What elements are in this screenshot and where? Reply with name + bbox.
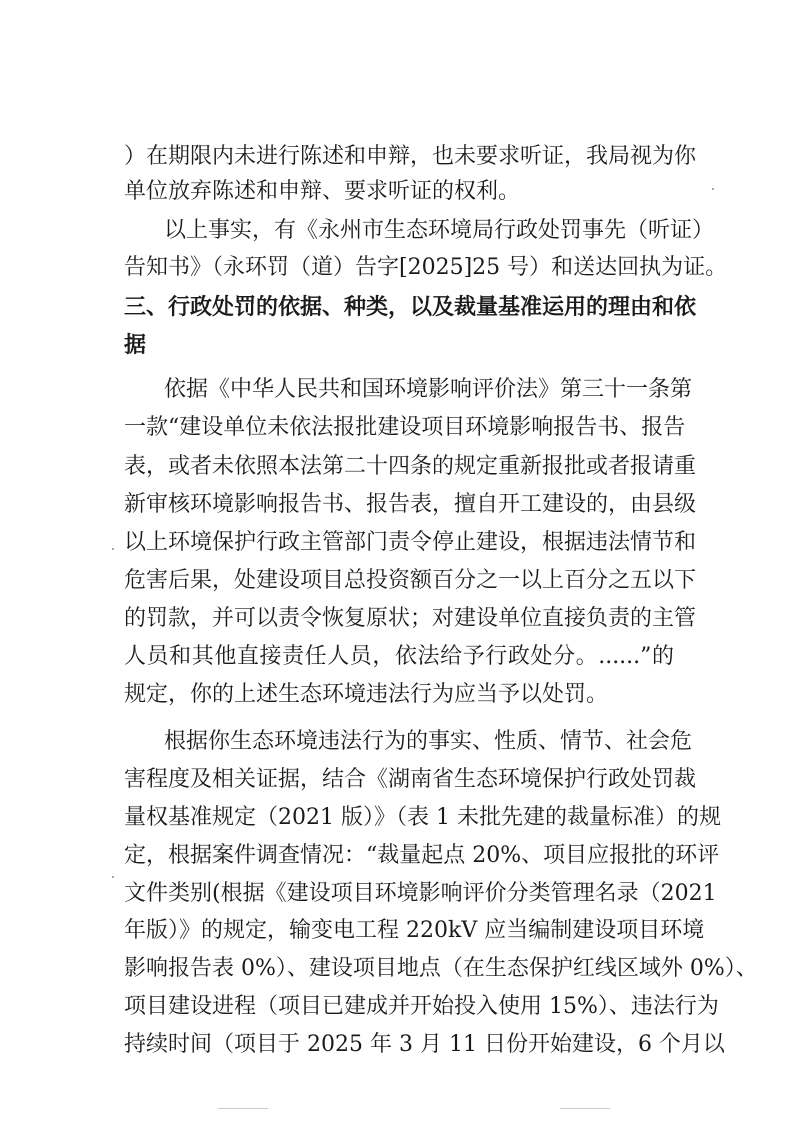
text-line: 年版）》的规定，输变电工程 220kV 应当编制建设项目环境 xyxy=(124,918,705,943)
scan-speck xyxy=(112,548,114,550)
scan-mark xyxy=(560,1108,610,1109)
scan-mark xyxy=(218,1108,268,1109)
text-line: 文件类别(根据《建设项目环境影响评价分类管理名录（2021 xyxy=(124,881,717,906)
text-line: 以上环境保护行政主管部门责令停止建设，根据违法情节和 xyxy=(124,530,697,555)
text-line: 表，或者未依照本法第二十四条的规定重新报批或者报请重 xyxy=(124,454,697,479)
text-line: 害程度及相关证据，结合《湖南省生态环境保护行政处罚裁 xyxy=(124,767,697,792)
text-line: 人员和其他直接责任人员，依法给予行政处分。......”的 xyxy=(124,644,674,669)
text-line: 规定，你的上述生态环境违法行为应当予以处罚。 xyxy=(124,682,609,707)
text-line: 告知书》（永环罚（道）告字[2025]25 号）和送达回执为证。 xyxy=(124,255,728,280)
text-line: ）在期限内未进行陈述和申辩，也未要求听证，我局视为你 xyxy=(124,144,697,169)
text-line: 一款“建设单位未依法报批建设项目环境影响报告书、报告 xyxy=(124,415,686,440)
section-heading-cont: 据 xyxy=(124,332,147,358)
scan-speck xyxy=(712,188,714,190)
scan-speck xyxy=(112,876,114,878)
text-line: 危害后果，处建设项目总投资额百分之一以上百分之五以下 xyxy=(124,568,697,593)
text-line: 影响报告表 0%）、建设项目地点（在生态保护红线区域外 0%）、 xyxy=(124,956,758,981)
text-line: 以上事实，有《永州市生态环境局行政处罚事先（听证） xyxy=(164,218,715,243)
section-heading: 三、行政处罚的依据、种类，以及裁量基准运用的理由和依 xyxy=(124,294,697,320)
text-line: 依据《中华人民共和国环境影响评价法》第三十一条第 xyxy=(164,377,693,402)
text-line: 的罚款，并可以责令恢复原状；对建设单位直接负责的主管 xyxy=(124,606,697,631)
text-line: 根据你生态环境违法行为的事实、性质、情节、社会危 xyxy=(164,729,693,754)
text-line: 项目建设进程（项目已建成并开始投入使用 15%）、违法行为 xyxy=(124,994,719,1019)
text-line: 量权基准规定（2021 版）》（表 1 未批先建的裁量标准）的规 xyxy=(124,805,721,830)
text-line: 持续时间（项目于 2025 年 3 月 11 日份开始建设，6 个月以 xyxy=(124,1032,725,1057)
text-line: 单位放弃陈述和申辩、要求听证的权利。 xyxy=(124,179,521,204)
text-line: 新审核环境影响报告书、报告表，擅自开工建设的，由县级 xyxy=(124,492,697,517)
text-line: 定，根据案件调查情况：“裁量起点 20%、项目应报批的环评 xyxy=(124,843,720,868)
